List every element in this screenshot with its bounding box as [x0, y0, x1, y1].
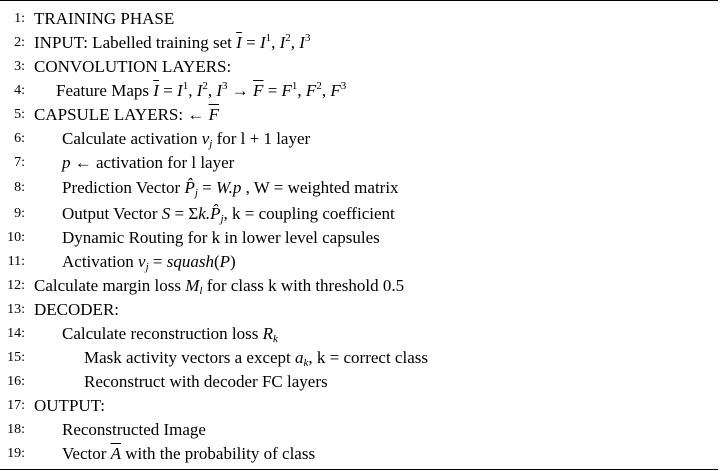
line-number: 3: — [14, 59, 25, 74]
algo-line-12 — [0, 274, 718, 298]
algo-line-4 — [0, 79, 718, 103]
line-number: 15: — [7, 350, 25, 365]
line-number: 17: — [7, 398, 25, 413]
line-number: 9: — [14, 206, 25, 221]
line-number: 7: — [14, 155, 25, 170]
algo-line-5 — [0, 103, 718, 127]
line-text: Activation $v_j$ = squash(P) — [62, 252, 236, 273]
line-text: Calculate reconstruction loss $R_k$ — [62, 324, 278, 345]
line-text: TRAINING PHASE — [34, 9, 175, 28]
algo-line-18 — [0, 418, 718, 442]
algo-line-11 — [0, 250, 718, 274]
line-number: 6: — [14, 131, 25, 146]
algo-line-3 — [0, 55, 718, 79]
line-number: 18: — [7, 422, 25, 437]
line-number: 1: — [14, 11, 25, 26]
line-number: 12: — [7, 278, 25, 293]
line-number: 5: — [14, 107, 25, 122]
line-number: 19: — [7, 446, 25, 461]
algo-line-17 — [0, 394, 718, 418]
algo-line-15 — [0, 346, 718, 370]
line-number: 10: — [7, 230, 25, 245]
algo-line-8 — [0, 176, 718, 200]
line-text: OUTPUT: — [34, 396, 105, 415]
algo-line-16 — [0, 370, 718, 394]
algo-line-10 — [0, 226, 718, 250]
line-text: Reconstructed Image — [62, 420, 206, 439]
algo-line-2 — [0, 31, 718, 55]
line-text: Feature Maps $\overline{I} = I^1$, $I^2$, $I^3 \to \overline{F} = F^1$, $F^2$, $F^3$ — [56, 80, 347, 100]
line-number: 14: — [7, 326, 25, 341]
line-text: p ← activation for l layer — [62, 153, 235, 172]
algo-line-6 — [0, 127, 718, 151]
line-text: INPUT: Labelled training set $\overline{I} = I^1$, $I^2$, $I^3$ — [34, 32, 311, 52]
line-text: Reconstruct with decoder FC layers — [84, 372, 328, 391]
line-number: 16: — [7, 374, 25, 389]
algo-line-13 — [0, 298, 718, 322]
line-number: 2: — [14, 35, 25, 50]
line-text: Output Vector $S = \Sigma k.P̂_j$, k = coupling coefficient — [62, 204, 395, 225]
algo-line-7 — [0, 151, 718, 175]
line-number: 11: — [7, 254, 25, 269]
line-text: Calculate margin loss $M_l$ for class k with threshold 0.5 — [34, 276, 405, 297]
line-text: Prediction Vector $P̂_j = W.p$ , W = weighted matrix — [62, 178, 399, 199]
line-text: Vector $\overline{A}$ with the probability of class — [62, 444, 316, 463]
algo-line-14 — [0, 322, 718, 346]
line-number: 4: — [14, 83, 25, 98]
line-text: Calculate activation $v_j$ for l + 1 layer — [62, 129, 311, 150]
line-text: DECODER: — [34, 300, 119, 319]
algo-line-19 — [0, 442, 718, 466]
line-number: 13: — [7, 302, 25, 317]
algo-line-9 — [0, 202, 718, 226]
line-text: CAPSULE LAYERS: ← $\overline{F}$ — [34, 105, 219, 124]
line-text: Mask activity vectors a except $a_k$, k = correct class — [84, 348, 428, 369]
line-number: 8: — [14, 180, 25, 195]
line-text: Dynamic Routing for k in lower level capsules — [62, 228, 380, 247]
line-text: CONVOLUTION LAYERS: — [34, 57, 232, 76]
algo-line-1 — [0, 7, 718, 31]
